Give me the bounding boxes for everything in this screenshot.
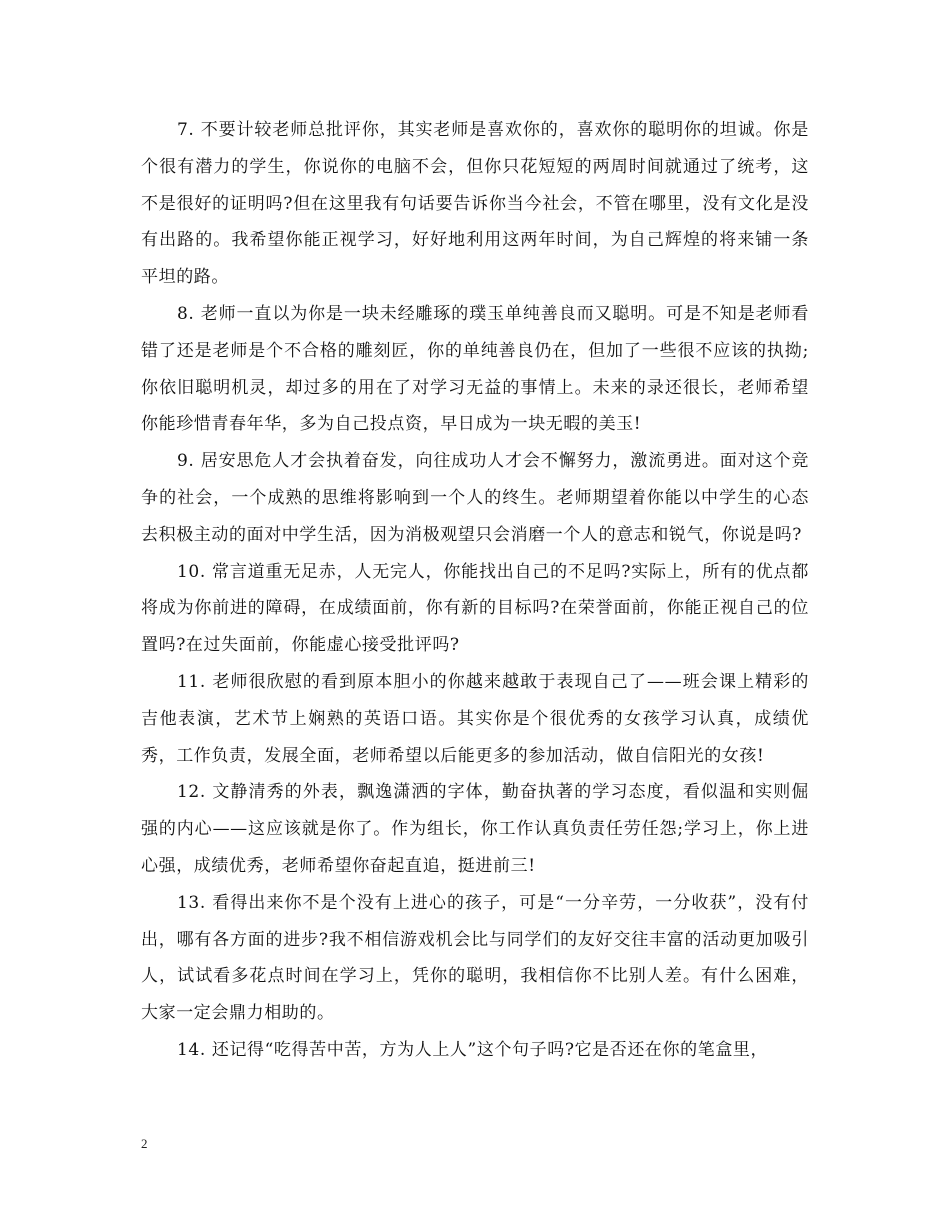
paragraph-13: 13. 看得出来你不是个没有上进心的孩子，可是“一分辛劳，一分收获”，没有付出，哪有各方面的进步?我不相信游戏机会比与同学们的友好交往丰富的活动更加吸引人，试试看多花点时间在学习上，凭你的聪明，我相信你不比别人差。有什么困难，大家一定会鼎力相助的。	[141, 892, 809, 1024]
document-body	[141, 112, 809, 1069]
paragraph-12: 12. 文静清秀的外表，飘逸潇洒的字体，勤奋执著的学习态度，看似温和实则倔强的内心——这应该就是你了。作为组长，你工作认真负责任劳任怨;学习上，你上进心强，成绩优秀，老师希望你奋起直追，挺进前三!	[141, 782, 809, 876]
paragraph-7: 7. 不要计较老师总批评你，其实老师是喜欢你的，喜欢你的聪明你的坦诚。你是个很有潜力的学生，你说你的电脑不会，但你只花短短的两周时间就通过了统考，这不是很好的证明吗?但在这里我有句话要告诉你当今社会，不管在哪里，没有文化是没有出路的。我希望你能正视学习，好好地利用这两年时间，为自己辉煌的将来铺一条平坦的路。	[141, 120, 809, 288]
paragraph-8: 8. 老师一直以为你是一块未经雕琢的璞玉单纯善良而又聪明。可是不知是老师看错了还是老师是个不合格的雕刻匠，你的单纯善良仍在，但加了一些很不应该的执拗;你依旧聪明机灵，却过多的用在了对学习无益的事情上。未来的录还很长，老师希望你能珍惜青春年华，多为自己投点资，早日成为一块无暇的美玉!	[141, 303, 809, 435]
paragraph-11: 11. 老师很欣慰的看到原本胆小的你越来越敢于表现自己了——班会课上精彩的吉他表演，艺术节上娴熟的英语口语。其实你是个很优秀的女孩学习认真，成绩优秀，工作负责，发展全面，老师希望以后能更多的参加活动，做自信阳光的女孩!	[141, 671, 809, 766]
paragraph-9: 9. 居安思危人才会执着奋发，向往成功人才会不懈努力，激流勇进。面对这个竞争的社会，一个成熟的思维将影响到一个人的终生。老师期望着你能以中学生的心态去积极主动的面对中学生活，因为消极观望只会消磨一个人的意志和锐气，你说是吗?	[141, 451, 809, 545]
paragraph-14: 14. 还记得“吃得苦中苦，方为人上人”这个句子吗?它是否还在你的笔盒里，	[177, 1039, 769, 1060]
page-number: 2	[141, 1136, 148, 1151]
paragraph-10: 10. 常言道重无足赤，人无完人，你能找出自己的不足吗?实际上，所有的优点都将成为你前进的障碍，在成绩面前，你有新的目标吗?在荣誉面前，你能正视自己的位置吗?在过失面前，你能虚心接受批评吗?	[141, 561, 809, 656]
